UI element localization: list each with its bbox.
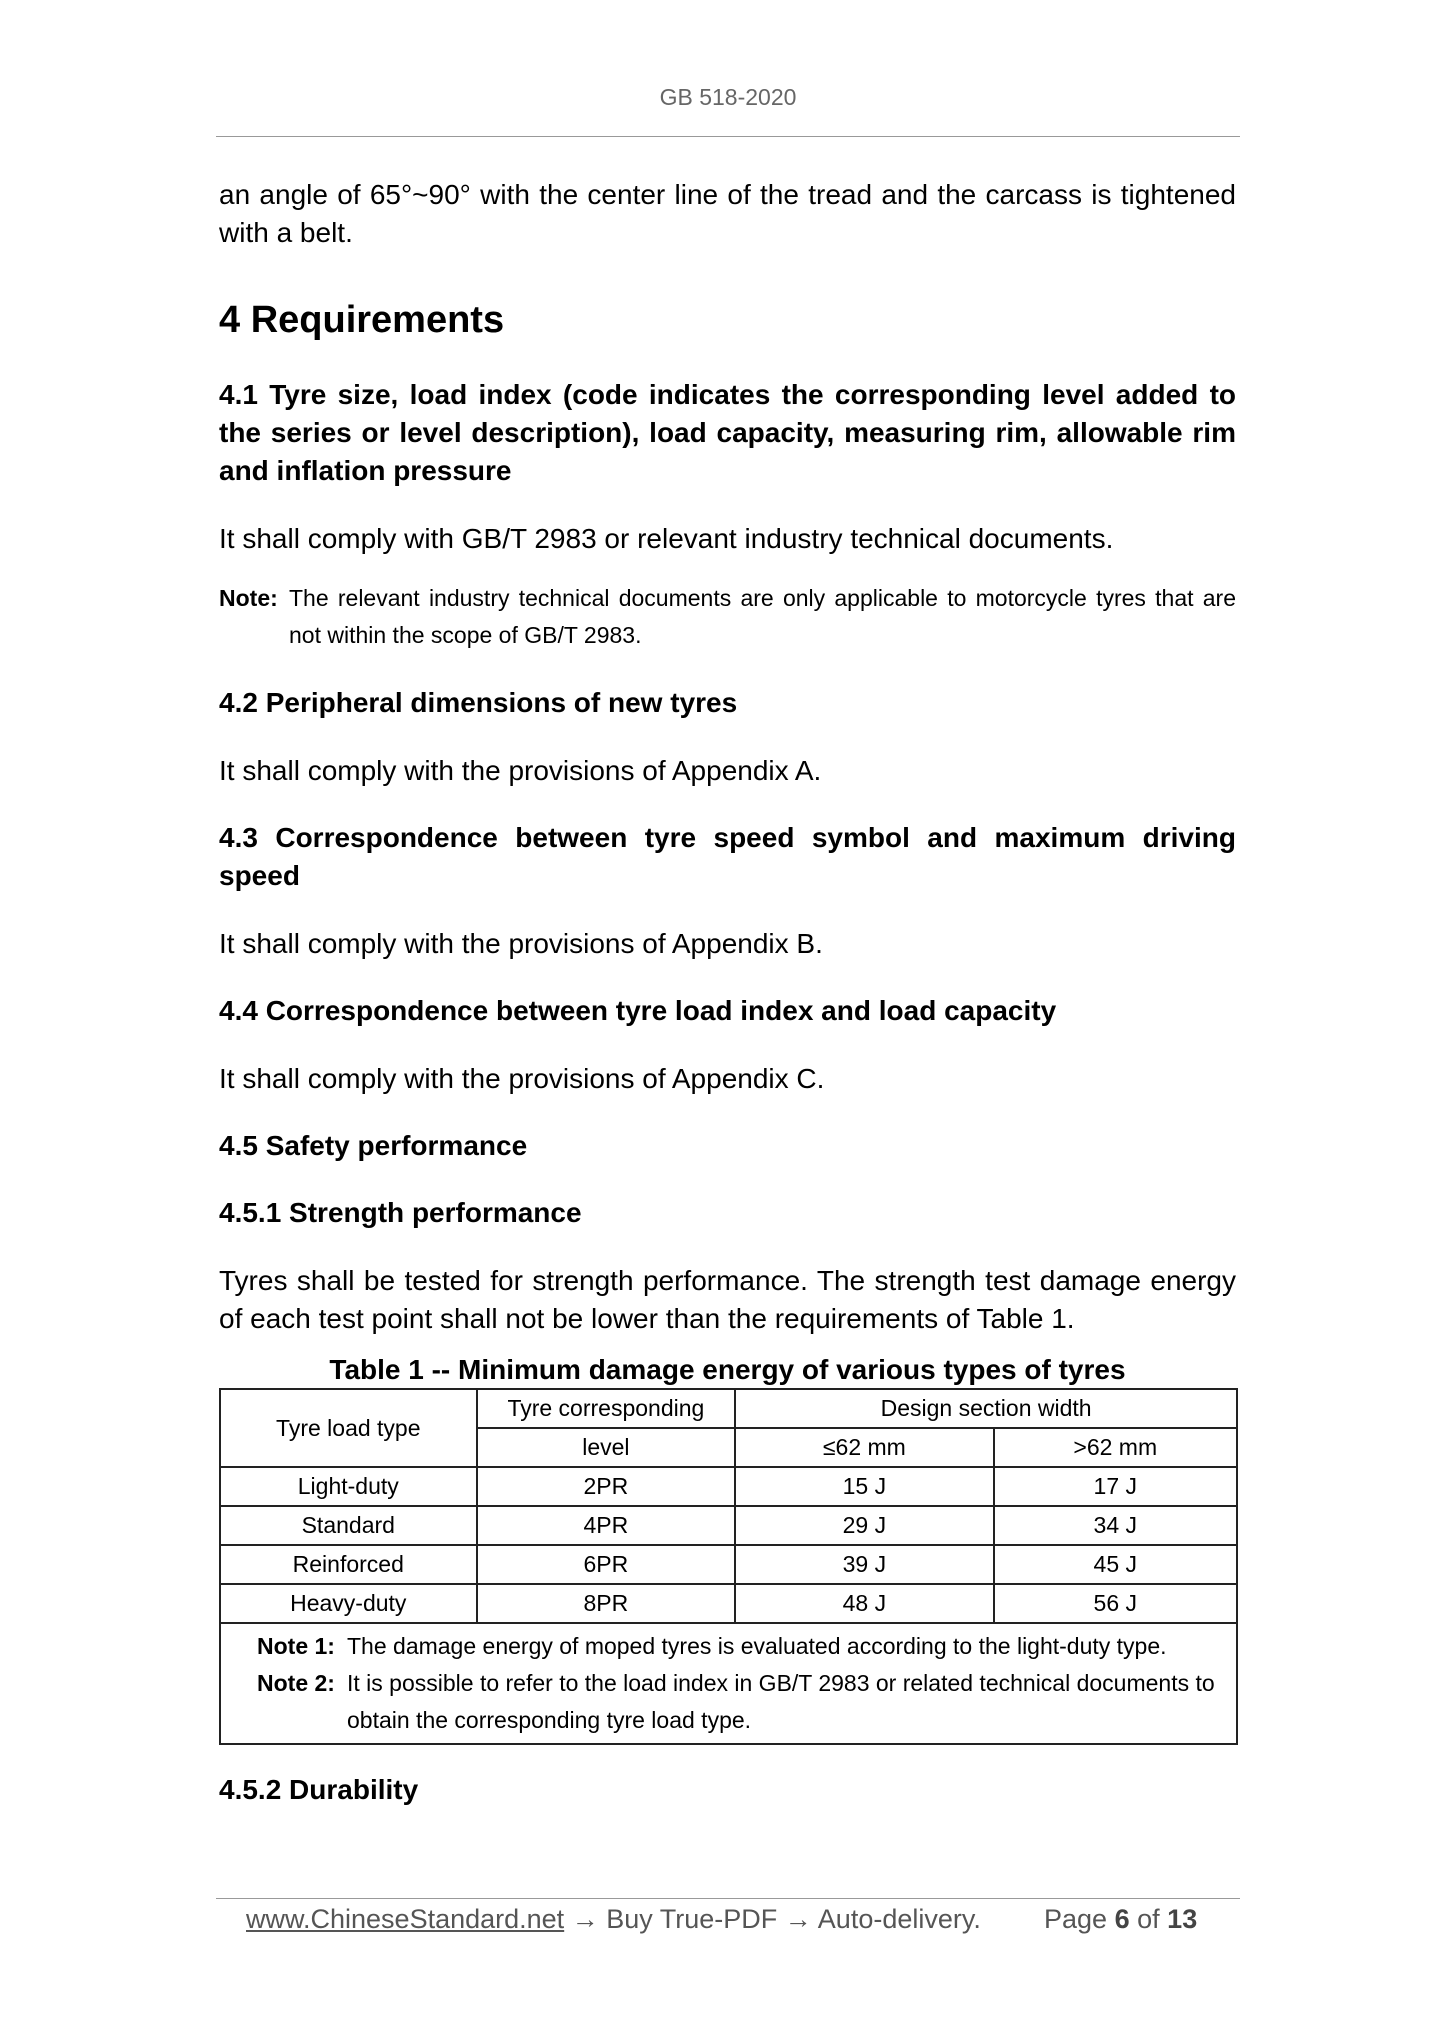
note-label: Note:: [219, 585, 278, 611]
header-section-width: Design section width: [735, 1389, 1237, 1428]
page-content: [219, 176, 1236, 1809]
arrow-right-icon: →: [784, 1904, 812, 1934]
table-note-2-text: It is possible to refer to the load index in GB/T 2983 or related technical documents to obtain the corresponding tyre load type.: [347, 1670, 1215, 1733]
buy-text: Buy True-PDF: [606, 1904, 778, 1934]
cell-narrow: 15 J: [735, 1467, 993, 1506]
page-indicator: [1044, 1902, 1197, 1936]
cell-level: 6PR: [477, 1545, 736, 1584]
header-level-line1: Tyre corresponding: [477, 1389, 736, 1428]
intro-paragraph: an angle of 65°~90° with the center line of the tread and the carcass is tightened with a belt.: [219, 179, 1236, 248]
table-note-1-text: The damage energy of moped tyres is evaluated according to the light-duty type.: [347, 1633, 1167, 1659]
cell-wide: 56 J: [994, 1584, 1237, 1623]
of-word: of: [1137, 1904, 1160, 1934]
cell-type: Light-duty: [220, 1467, 477, 1506]
table-row: [220, 1545, 1237, 1584]
table-note-1: [257, 1628, 1236, 1665]
page-header: GB 518-2020: [659, 84, 797, 110]
table-row: [220, 1506, 1237, 1545]
auto-delivery-text: Auto-delivery.: [817, 1904, 981, 1934]
cell-type: Reinforced: [220, 1545, 477, 1584]
section-4-5-1-text: Tyres shall be tested for strength performance. The strength test damage energy of each test point shall not be lower than the requirements of Table 1.: [219, 1265, 1236, 1334]
section-4-5-2-heading: 4.5.2 Durability: [219, 1774, 419, 1805]
header-narrow: ≤62 mm: [735, 1428, 993, 1467]
header-divider: [216, 136, 1240, 137]
cell-wide: 45 J: [994, 1545, 1237, 1584]
table-notes: [220, 1623, 1237, 1744]
section-4-5-1-heading: 4.5.1 Strength performance: [219, 1197, 582, 1228]
section-4-4-text: It shall comply with the provisions of Appendix C.: [219, 1063, 825, 1094]
cell-wide: 34 J: [994, 1506, 1237, 1545]
table-1: [219, 1388, 1238, 1745]
header-load-type: Tyre load type: [220, 1389, 477, 1467]
header-level-line2: level: [477, 1428, 736, 1467]
cell-wide: 17 J: [994, 1467, 1237, 1506]
table-note-2: [257, 1665, 1236, 1739]
cell-level: 4PR: [477, 1506, 736, 1545]
footer-divider: [216, 1898, 1240, 1899]
total-pages: 13: [1167, 1904, 1198, 1934]
table-row: [220, 1467, 1237, 1506]
section-4-2-text: It shall comply with the provisions of Appendix A.: [219, 755, 822, 786]
section-4-3-heading: 4.3 Correspondence between tyre speed symbol and maximum driving speed: [219, 822, 1236, 891]
page-footer: [246, 1902, 1198, 1936]
arrow-right-icon: →: [571, 1904, 599, 1934]
cell-narrow: 29 J: [735, 1506, 993, 1545]
cell-narrow: 39 J: [735, 1545, 993, 1584]
section-4-5-heading: 4.5 Safety performance: [219, 1130, 528, 1161]
table-1-title: Table 1 -- Minimum damage energy of various types of tyres: [329, 1354, 1126, 1385]
site-link[interactable]: www.ChineseStandard.net: [246, 1904, 565, 1934]
section-4-3-text: It shall comply with the provisions of Appendix B.: [219, 928, 823, 959]
section-4-2-heading: 4.2 Peripheral dimensions of new tyres: [219, 687, 738, 718]
page-number: 6: [1114, 1904, 1130, 1934]
section-4-1-heading: 4.1 Tyre size, load index (code indicates the corresponding level added to the series or level description), load capacity, measuring rim, allowable rim and inflation pressure: [219, 379, 1236, 486]
cell-level: 2PR: [477, 1467, 736, 1506]
table-note-2-label: Note 2:: [257, 1670, 335, 1696]
cell-level: 8PR: [477, 1584, 736, 1623]
page-word: Page: [1044, 1904, 1108, 1934]
cell-narrow: 48 J: [735, 1584, 993, 1623]
note-text: The relevant industry technical documents are only applicable to motorcycle tyres that are not within the scope of GB/T 2983.: [289, 585, 1236, 648]
section-4-1-text: It shall comply with GB/T 2983 or relevant industry technical documents.: [219, 523, 1114, 554]
section-4-1-note: [219, 580, 1236, 654]
header-wide: >62 mm: [994, 1428, 1237, 1467]
cell-type: Heavy-duty: [220, 1584, 477, 1623]
section-4-4-heading: 4.4 Correspondence between tyre load index and load capacity: [219, 995, 1057, 1026]
cell-type: Standard: [220, 1506, 477, 1545]
table-note-1-label: Note 1:: [257, 1633, 335, 1659]
table-row: [220, 1584, 1237, 1623]
section-4-heading: 4 Requirements: [219, 299, 505, 341]
